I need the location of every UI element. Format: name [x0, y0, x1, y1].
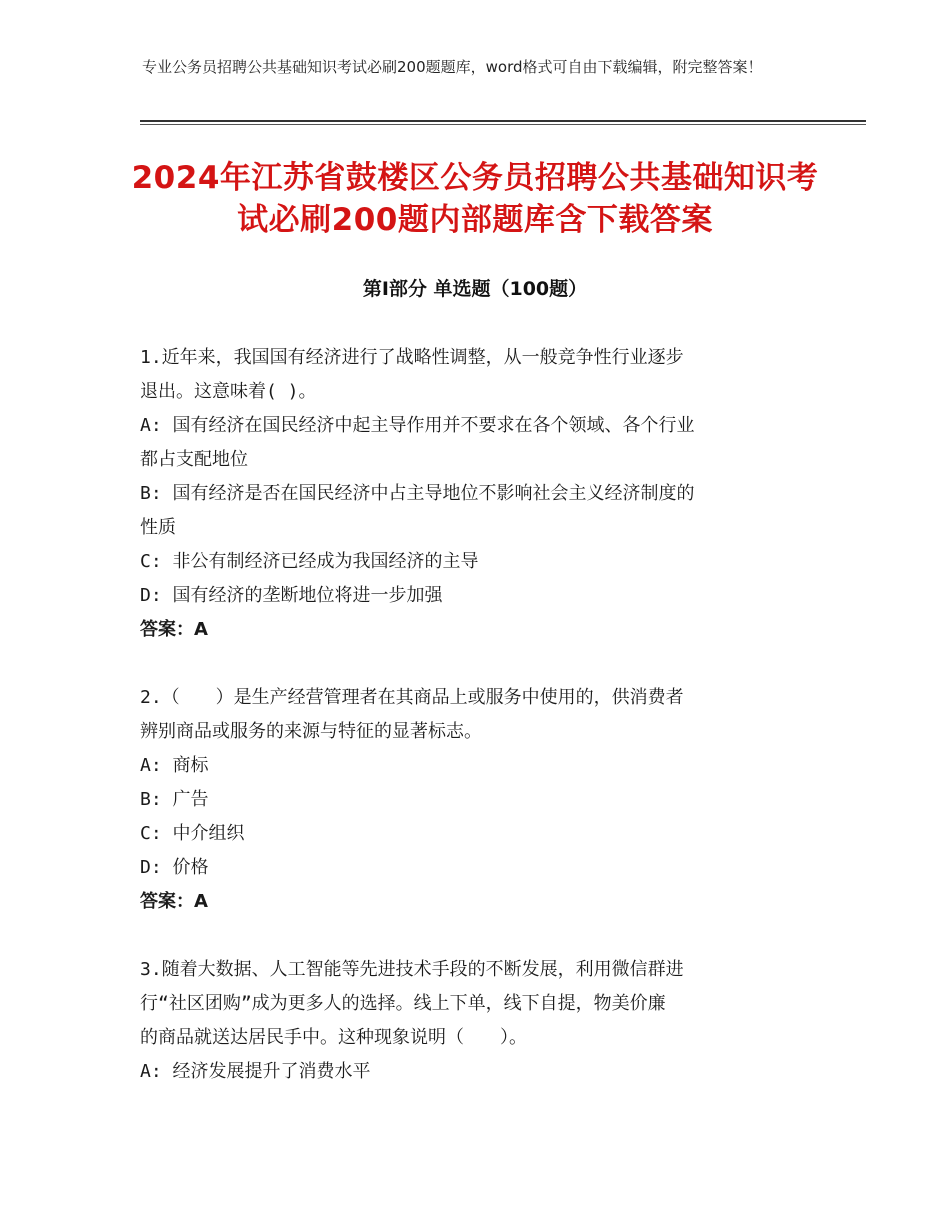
option-d: D: 价格 [140, 857, 209, 878]
answer-label: 答案：A [140, 619, 208, 640]
question-list [140, 341, 810, 1123]
option-b: B: 国有经济是否在国民经济中占主导地位不影响社会主义经济制度的 [140, 483, 695, 504]
section-title: 第Ⅰ部分 单选题（100题） [362, 278, 588, 300]
header-divider-thin [140, 124, 866, 125]
document-title: 2024年江苏省鼓楼区公务员招聘公共基础知识考试必刷200题内部题库含下载答案 [131, 160, 819, 238]
question-stem-line: 3.随着大数据、人工智能等先进技术手段的不断发展，利用微信群进 [140, 959, 684, 980]
question-stem-line: 1.近年来，我国国有经济进行了战略性调整，从一般竞争性行业逐步 [140, 347, 684, 368]
question-stem-line: 2.（ ）是生产经营管理者在其商品上或服务中使用的，供消费者 [140, 687, 684, 708]
option-c: C: 中介组织 [140, 823, 245, 844]
question-stem-line: 的商品就送达居民手中。这种现象说明（ ）。 [140, 1027, 527, 1048]
option-a: A: 商标 [140, 755, 209, 776]
question-stem-line: 辨别商品或服务的来源与特征的显著标志。 [140, 721, 482, 742]
question-stem-line: 退出。这意味着( )。 [140, 381, 317, 402]
header-note: 专业公务员招聘公共基础知识考试必刷200题题库，word格式可自由下载编辑，附完整答案！ [142, 58, 763, 76]
option-c: C: 非公有制经济已经成为我国经济的主导 [140, 551, 479, 572]
question-stem-line: 行“社区团购”成为更多人的选择。线上下单，线下自提，物美价廉 [140, 993, 666, 1014]
question-2 [140, 681, 810, 919]
option-d: D: 国有经济的垄断地位将进一步加强 [140, 585, 443, 606]
question-1 [140, 341, 810, 647]
option-b: B: 广告 [140, 789, 209, 810]
header-divider [140, 120, 866, 122]
option-b-continued: 性质 [140, 517, 176, 538]
option-a: A: 经济发展提升了消费水平 [140, 1061, 371, 1082]
option-a: A: 国有经济在国民经济中起主导作用并不要求在各个领域、各个行业 [140, 415, 695, 436]
answer-label: 答案：A [140, 891, 208, 912]
option-a-continued: 都占支配地位 [140, 449, 248, 470]
question-3 [140, 953, 810, 1089]
